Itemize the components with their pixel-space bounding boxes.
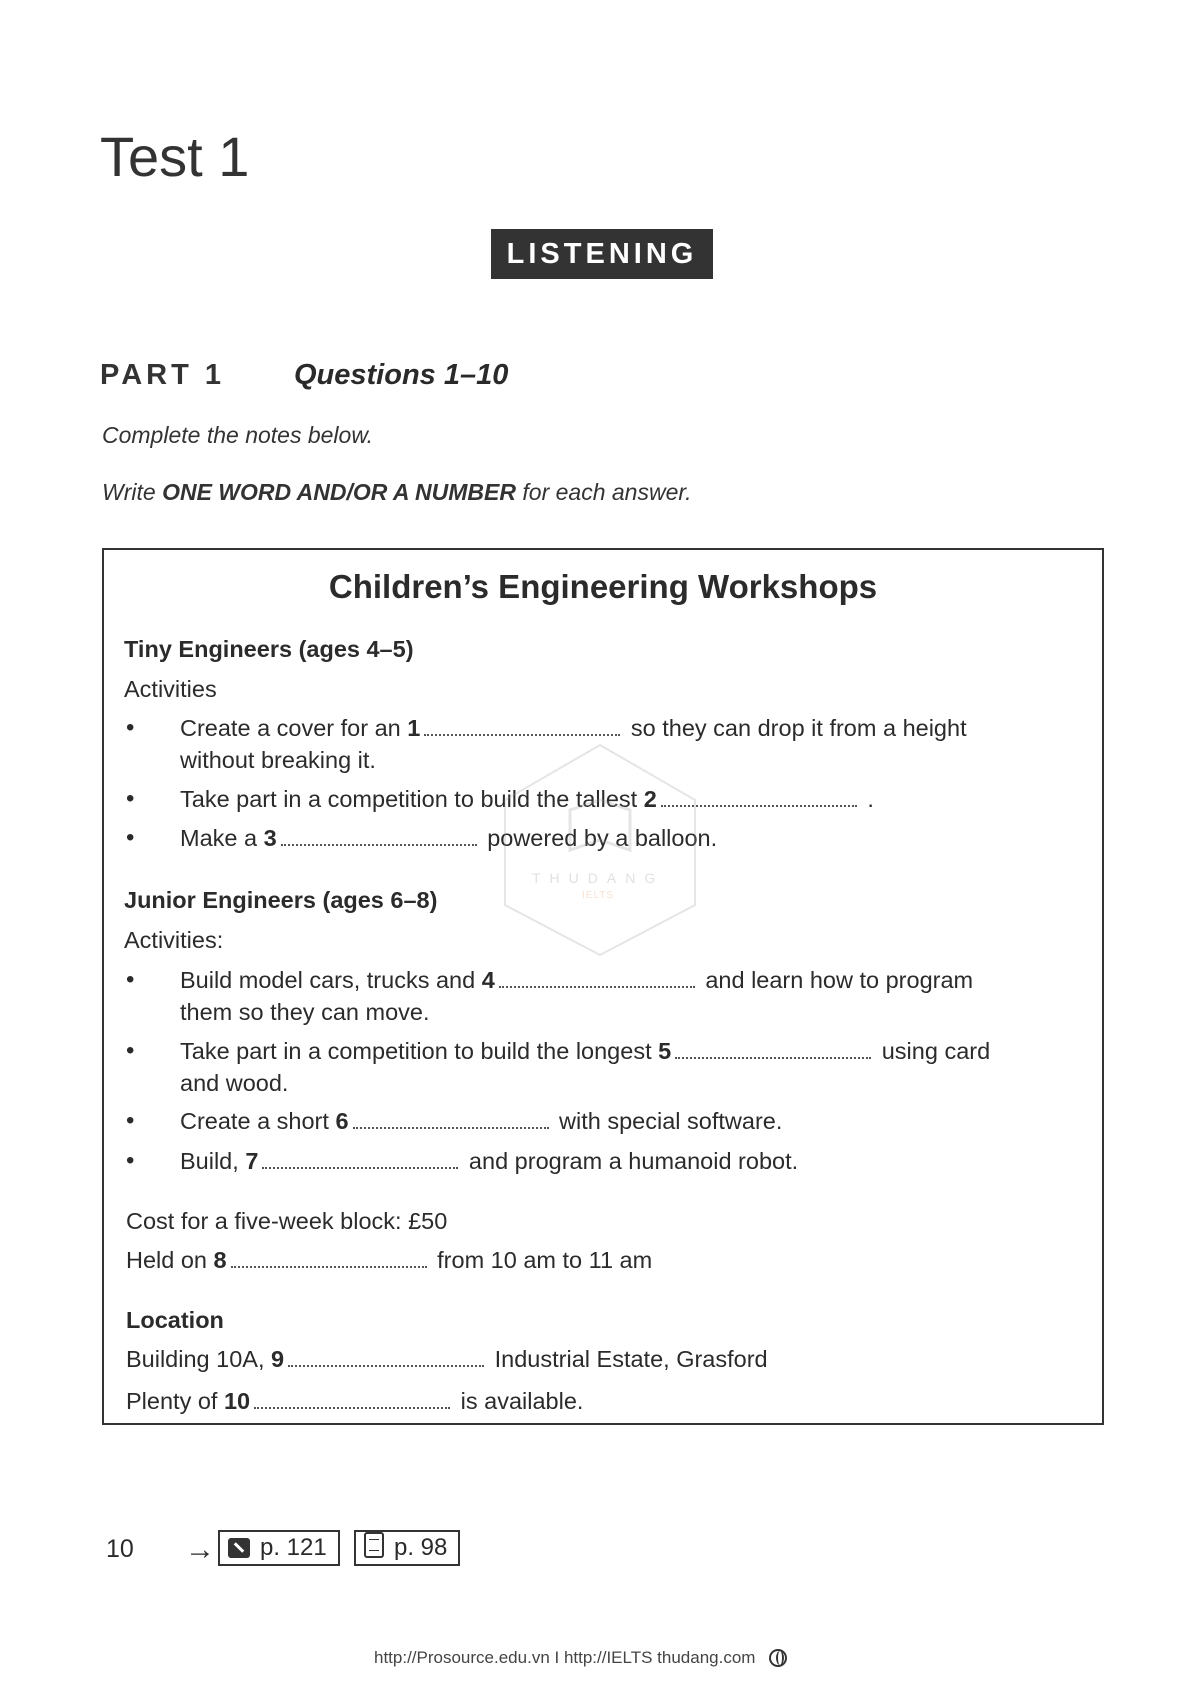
- notes-box: [102, 548, 1104, 1425]
- cost-line: Cost for a five-week block: £50: [126, 1208, 448, 1234]
- gap-number-8: 8: [213, 1247, 227, 1273]
- answer-key-reference[interactable]: p. 121: [218, 1530, 340, 1566]
- gap-line-1: Create a cover for an 1 so they can drop it from a height: [180, 715, 967, 741]
- answer-limit: ONE WORD AND/OR A NUMBER: [162, 479, 516, 505]
- gap-line-3: Make a 3 powered by a balloon.: [180, 825, 718, 851]
- bullet-dot: •: [126, 785, 135, 812]
- location-heading: Location: [126, 1307, 224, 1333]
- gap-number-4: 4: [481, 967, 495, 993]
- gap-line-6: Create a short 6 with special software.: [180, 1108, 783, 1134]
- gap-line-7: Build, 7 and program a humanoid robot.: [180, 1148, 799, 1174]
- instruction-write: Write ONE WORD AND/OR A NUMBER for each answer.: [102, 479, 692, 505]
- gap-number-2: 2: [643, 786, 657, 812]
- notes-title: Children’s Engineering Workshops: [328, 568, 878, 605]
- answer-blank-1[interactable]: [424, 734, 620, 736]
- bullet-dot: •: [126, 1037, 135, 1064]
- page-title: Test 1: [100, 125, 250, 188]
- transcript-reference[interactable]: p. 98: [354, 1530, 460, 1566]
- gap-number-5: 5: [658, 1038, 672, 1064]
- page-number: 10: [106, 1535, 134, 1563]
- gap-number-9: 9: [271, 1346, 285, 1372]
- questions-range: Questions 1–10: [294, 359, 509, 391]
- bullet-dot: •: [126, 1147, 135, 1174]
- gap-number-1: 1: [407, 715, 421, 741]
- globe-icon: [769, 1649, 787, 1667]
- answer-blank-4[interactable]: [499, 986, 695, 988]
- junior-activities-label: Activities:: [124, 927, 224, 953]
- tiny-activities-label: Activities: [124, 676, 217, 702]
- gap-number-7: 7: [245, 1148, 259, 1174]
- part-label: PART 1: [100, 359, 225, 391]
- gap-number-10: 10: [223, 1388, 251, 1414]
- gap-line-5-cont: and wood.: [180, 1070, 289, 1096]
- answer-blank-3[interactable]: [281, 844, 477, 846]
- answer-blank-2[interactable]: [661, 805, 857, 807]
- section-badge: LISTENING: [491, 229, 713, 279]
- gap-line-4: Build model cars, trucks and 4 and learn how to program: [180, 967, 974, 993]
- gap-number-3: 3: [263, 825, 277, 851]
- document-icon: [364, 1532, 384, 1558]
- answer-blank-9[interactable]: [288, 1365, 484, 1367]
- bullet-dot: •: [126, 966, 135, 993]
- gap-line-5: Take part in a competition to build the longest 5 using card: [180, 1038, 991, 1064]
- site-footer: [374, 1648, 787, 1668]
- bullet-dot: •: [126, 714, 135, 741]
- answer-blank-7[interactable]: [262, 1167, 458, 1169]
- arrow-right-icon: →: [185, 1533, 215, 1566]
- answer-blank-5[interactable]: [675, 1057, 871, 1059]
- gap-line-9: Building 10A, 9 Industrial Estate, Grasford: [126, 1346, 768, 1372]
- bullet-dot: •: [126, 824, 135, 851]
- site-url[interactable]: http://Prosource.edu.vn I http://IELTS thudang.com: [374, 1648, 756, 1667]
- part-heading: [100, 359, 509, 392]
- gap-line-4-cont: them so they can move.: [180, 999, 430, 1025]
- answer-blank-6[interactable]: [353, 1127, 549, 1129]
- answer-blank-8[interactable]: [231, 1266, 427, 1268]
- gap-line-8: Held on 8 from 10 am to 11 am: [126, 1247, 653, 1273]
- watermark-subtext: IELTS: [582, 890, 615, 901]
- bullet-dot: •: [126, 1107, 135, 1134]
- instruction-complete: Complete the notes below.: [102, 422, 374, 448]
- watermark-text: THUDANG: [532, 870, 665, 886]
- gap-line-2: Take part in a competition to build the tallest 2 .: [180, 786, 874, 812]
- junior-engineers-heading: Junior Engineers (ages 6–8): [124, 887, 438, 913]
- gap-line-1-cont: without breaking it.: [180, 747, 376, 773]
- gap-line-10: Plenty of 10 is available.: [126, 1388, 584, 1414]
- gap-number-6: 6: [335, 1108, 349, 1134]
- pencil-icon: [228, 1538, 250, 1558]
- tiny-engineers-heading: Tiny Engineers (ages 4–5): [124, 636, 414, 662]
- answer-blank-10[interactable]: [254, 1407, 450, 1409]
